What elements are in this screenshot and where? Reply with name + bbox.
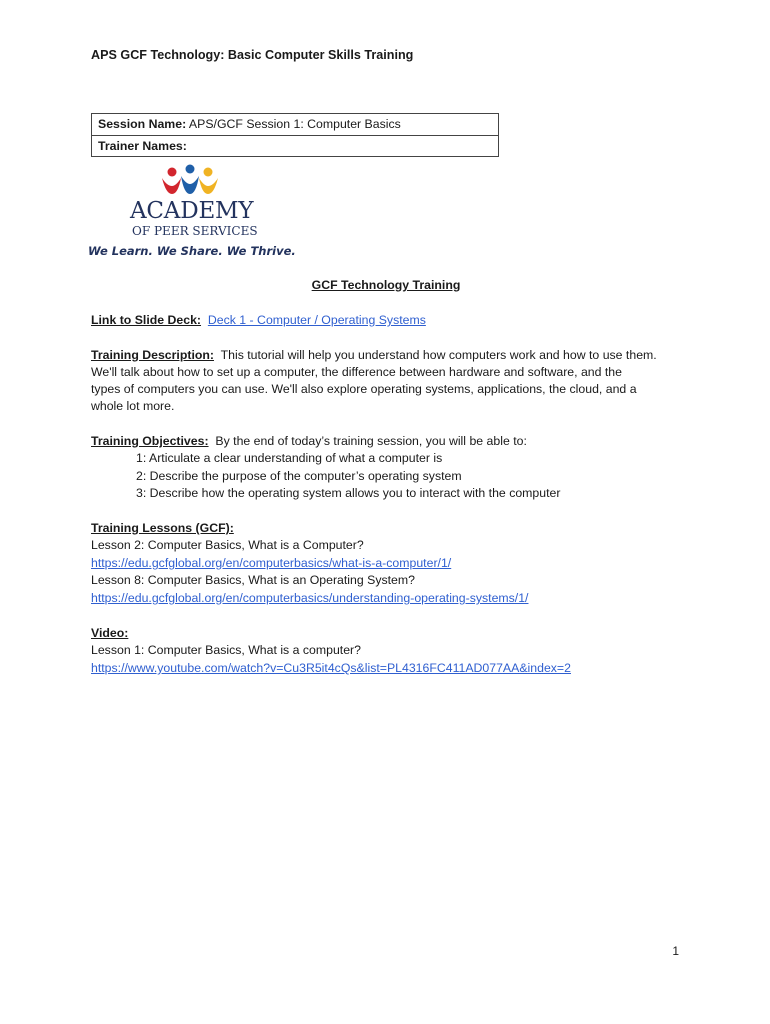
objective-item-1: 1: Articulate a clear understanding of what a computer is (136, 451, 443, 465)
document-header: APS GCF Technology: Basic Computer Skills Training (91, 48, 414, 62)
page-number: 1 (672, 944, 679, 958)
lesson-2-title: Lesson 8: Computer Basics, What is an Operating System? (91, 573, 415, 587)
trainer-names-row (92, 135, 498, 156)
session-name-row (92, 114, 498, 135)
description-line-2: We'll talk about how to set up a computer, the difference between hardware and software, and the (91, 365, 622, 379)
video-label: Video: (91, 626, 129, 640)
training-title (0, 278, 770, 292)
session-info-table (91, 113, 499, 157)
objective-item-3: 3: Describe how the operating system allows you to interact with the computer (136, 486, 561, 500)
session-name-label: Session Name: (98, 117, 187, 131)
logo-wordmark: ACADEMY (130, 198, 254, 224)
people-figures-icon (160, 164, 222, 198)
objectives-intro: By the end of today’s training session, you will be able to: (215, 434, 527, 448)
lesson-1-link[interactable]: https://edu.gcfglobal.org/en/computerbasics/what-is-a-computer/1/ (91, 556, 452, 570)
logo-subtitle: OF PEER SERVICES (132, 224, 258, 238)
academy-logo (88, 162, 303, 262)
trainer-names-label: Trainer Names: (98, 139, 187, 153)
slide-deck-link[interactable]: Deck 1 - Computer / Operating Systems (207, 313, 426, 327)
lesson-1-title: Lesson 2: Computer Basics, What is a Computer? (91, 538, 364, 552)
description-line-4: whole lot more. (91, 399, 175, 413)
lesson-2-link[interactable]: https://edu.gcfglobal.org/en/computerbasics/understanding-operating-systems/1/ (91, 591, 529, 605)
objectives-line (91, 433, 527, 450)
training-title-text: GCF Technology Training (311, 278, 461, 292)
slide-deck-line (91, 312, 426, 329)
lessons-label: Training Lessons (GCF): (91, 521, 234, 535)
session-name-value: APS/GCF Session 1: Computer Basics (188, 117, 401, 131)
objective-item-2: 2: Describe the purpose of the computer’s operating system (136, 469, 462, 483)
description-label: Training Description: (91, 348, 214, 362)
objectives-label: Training Objectives: (91, 434, 209, 448)
video-title: Lesson 1: Computer Basics, What is a computer? (91, 643, 361, 657)
description-line-1 (91, 347, 657, 364)
slide-deck-label: Link to Slide Deck: (91, 313, 202, 327)
video-link[interactable]: https://www.youtube.com/watch?v=Cu3R5it4cQs&list=PL4316FC411AD077AA&index=2 (91, 661, 571, 675)
description-line-3: types of computers you can use. We'll also explore operating systems, applications, the cloud, and a (91, 382, 637, 396)
description-text-1: This tutorial will help you understand how computers work and how to use them. (220, 348, 657, 362)
logo-tagline: We Learn. We Share. We Thrive. (88, 244, 296, 258)
